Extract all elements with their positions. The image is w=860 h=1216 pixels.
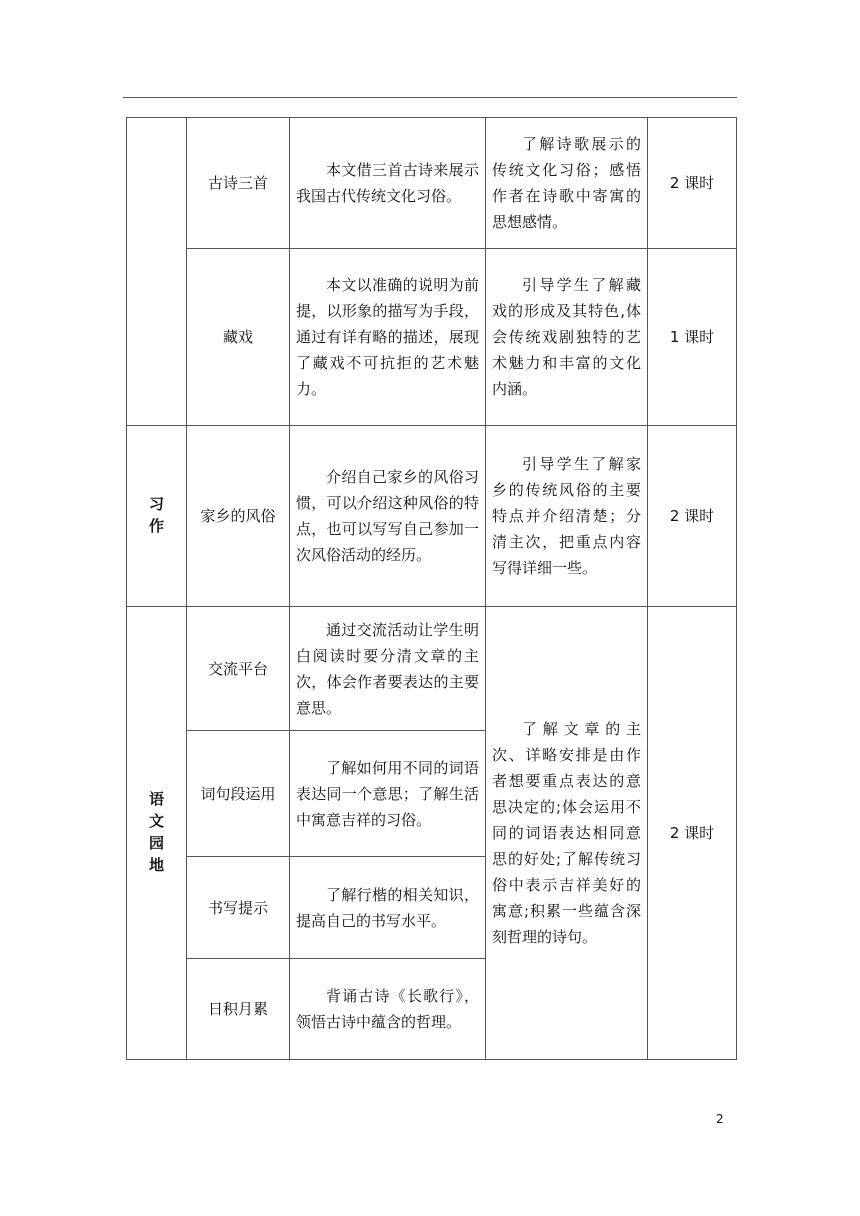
lesson-title: 词句段运用 xyxy=(187,731,290,857)
lesson-hours: 2 课时 xyxy=(648,607,737,1060)
lesson-plan-table xyxy=(126,117,737,1060)
lesson-hours: 2 课时 xyxy=(648,426,737,607)
table-row xyxy=(127,607,737,731)
lesson-description: 本文以准确的说明为前提，以形象的描写为手段，通过有详有略的描述，展现了藏戏不可抗拒的艺术魅力。 xyxy=(290,249,486,426)
lesson-description: 了解如何用不同的词语表达同一个意思；了解生活中寓意吉祥的习俗。 xyxy=(290,731,486,857)
lesson-goal: 引导学生了解家乡的传统风俗的主要特点并介绍清楚；分清主次，把重点内容写得详细一些。 xyxy=(486,426,648,607)
unit-cell: 习作 xyxy=(127,426,187,607)
lesson-title: 书写提示 xyxy=(187,857,290,959)
unit-cell: 语文园地 xyxy=(127,607,187,1060)
lesson-description: 通过交流活动让学生明白阅读时要分清文章的主次，体会作者要表达的主要意思。 xyxy=(290,607,486,731)
lesson-title: 古诗三首 xyxy=(187,118,290,249)
lesson-goal: 了解诗歌展示的传统文化习俗；感悟作者在诗歌中寄寓的思想感情。 xyxy=(486,118,648,249)
lesson-description: 了解行楷的相关知识，提高自己的书写水平。 xyxy=(290,857,486,959)
unit-cell xyxy=(127,118,187,426)
lesson-description: 背诵古诗《长歌行》，领悟古诗中蕴含的哲理。 xyxy=(290,959,486,1060)
lesson-goal: 引导学生了解藏戏的形成及其特色,体会传统戏剧独特的艺术魅力和丰富的文化内涵。 xyxy=(486,249,648,426)
table-row xyxy=(127,118,737,249)
lesson-title: 交流平台 xyxy=(187,607,290,731)
lesson-description: 介绍自己家乡的风俗习惯，可以介绍这种风俗的特点，也可以写写自己参加一次风俗活动的经历。 xyxy=(290,426,486,607)
lesson-title: 家乡的风俗 xyxy=(187,426,290,607)
lesson-hours: 2 课时 xyxy=(648,118,737,249)
lesson-hours: 1 课时 xyxy=(648,249,737,426)
lesson-goal: 了解文章的主次、详略安排是由作者想要重点表达的意思决定的;体会运用不同的词语表达相同意思的好处;了解传统习俗中表示吉祥美好的寓意;积累一些蕴含深刻哲理的诗句。 xyxy=(486,607,648,1060)
lesson-title: 藏戏 xyxy=(187,249,290,426)
lesson-description: 本文借三首古诗来展示我国古代传统文化习俗。 xyxy=(290,118,486,249)
lesson-title: 日积月累 xyxy=(187,959,290,1060)
header-rule xyxy=(123,97,737,98)
table-row xyxy=(127,426,737,607)
table-row xyxy=(127,249,737,426)
page-number: 2 xyxy=(716,1112,724,1126)
